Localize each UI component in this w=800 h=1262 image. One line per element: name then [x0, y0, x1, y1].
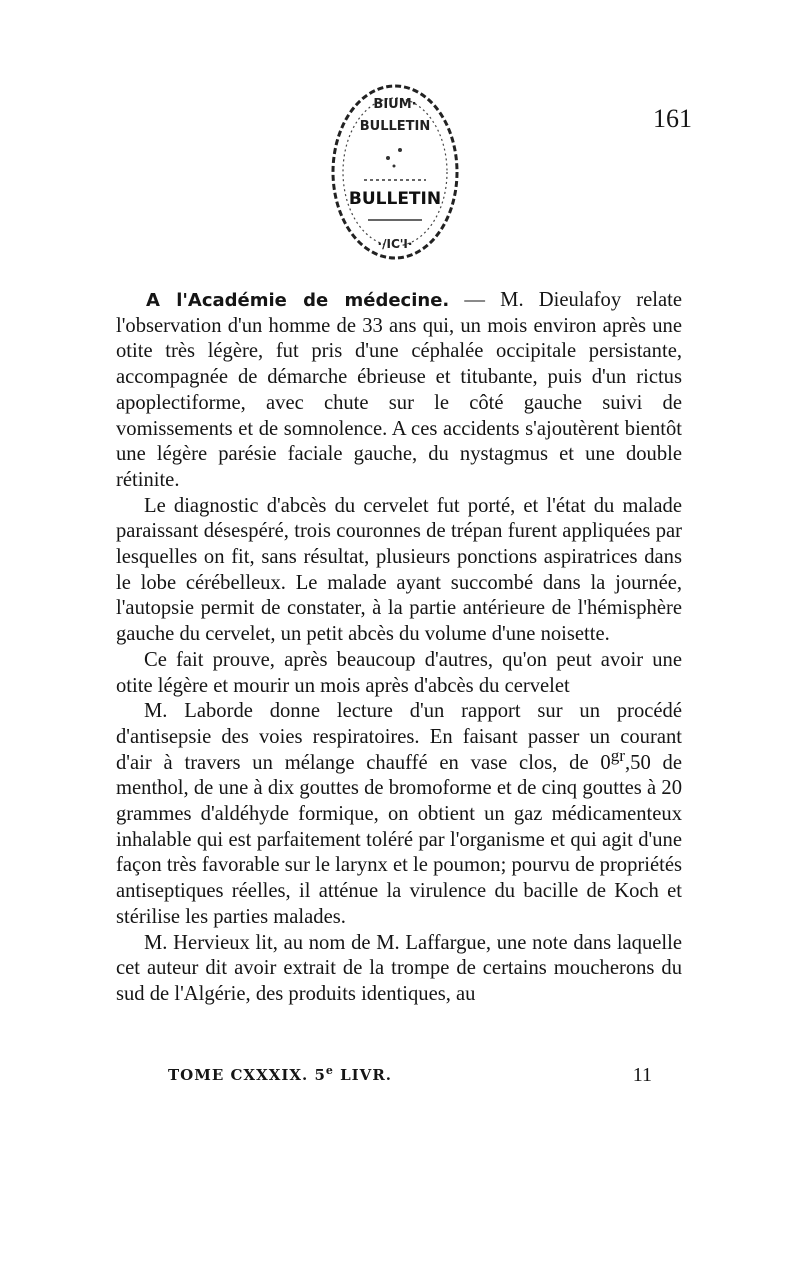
svg-text:BIUM·: BIUM· — [373, 97, 417, 112]
article-body — [116, 288, 682, 1008]
paragraph-text: ,50 de menthol, de une à dix gouttes de bromoforme et de cinq gouttes à 20 grammes d'aldéhyde formique, on obtient un gaz médicamenteux inhalable qui est parfaitement toléré par l'organisme et qui agit d'une façon très favorable sur le larynx et le poumon; pourvu de propriétés antiseptiques réelles, il atténue la virulence du bacille de Koch et stérilise les parties malades. — [116, 751, 682, 928]
signature-superscript: e — [325, 1064, 334, 1077]
paragraph-academie — [116, 288, 682, 494]
svg-text:BULLETIN: BULLETIN — [359, 119, 431, 134]
page-number: 161 — [653, 104, 692, 133]
paragraph-text: — M. Dieulafoy relate l'observation d'un homme de 33 ans qui, un mois environ après une otite très légère, fut pris d'une céphalée occipitale persistante, accompagnée de démarche ébrieuse et titubante, puis d'un rictus apoplectiforme, avec chute sur le côté gauche suivi de vomissements et de somnolence. A ces accidents s'ajoutèrent bientôt une légère parésie faciale gauche, du nystagmus et une double rétinite. — [116, 289, 683, 491]
unit-superscript: gr — [610, 745, 626, 765]
paragraph-conclusion: Ce fait prouve, après beaucoup d'autres, qu'on peut avoir une otite légère et mourir un mois après d'abcès du cervelet — [116, 648, 682, 697]
volume-signature — [168, 1066, 392, 1084]
paragraph-text: M. Laborde donne lecture d'un rapport sur un procédé d'antisepsie des voies respiratoires. En faisant passer un courant d'air à travers un mélange chauffé en vase clos, de 0 — [116, 700, 682, 774]
library-stamp-seal — [328, 80, 462, 264]
library-stamp — [328, 80, 462, 264]
page-footer — [116, 1064, 682, 1090]
section-heading: A l'Académie de médecine. — [146, 290, 450, 311]
paragraph-diagnostic: Le diagnostic d'abcès du cervelet fut porté, et l'état du malade paraissant désespéré, trois couronnes de trépan furent appliquées par lesquelles on fit, sans résultat, plusieurs ponctions aspiratrices dans le lobe cérébelleux. Le malade ayant succombé dans la journée, l'autopsie permit de constater, à la partie antérieure de l'hémisphère gauche du cervelet, un petit abcès du volume d'une noisette. — [116, 494, 682, 646]
svg-text:BULLETIN: BULLETIN — [348, 189, 442, 209]
signature-text-end: LIVR. — [333, 1066, 393, 1084]
signature-text: TOME CXXXIX. 5 — [168, 1066, 326, 1084]
sheet-number: 11 — [632, 1064, 652, 1086]
svg-text:·/IC'I·: ·/IC'I· — [377, 237, 413, 251]
paragraph-laborde — [116, 699, 682, 930]
paragraph-hervieux: M. Hervieux lit, au nom de M. Laffargue, une note dans laquelle cet auteur dit avoir extrait de la trompe de certains moucherons du sud de l'Algérie, des produits identiques, au — [116, 931, 682, 1005]
